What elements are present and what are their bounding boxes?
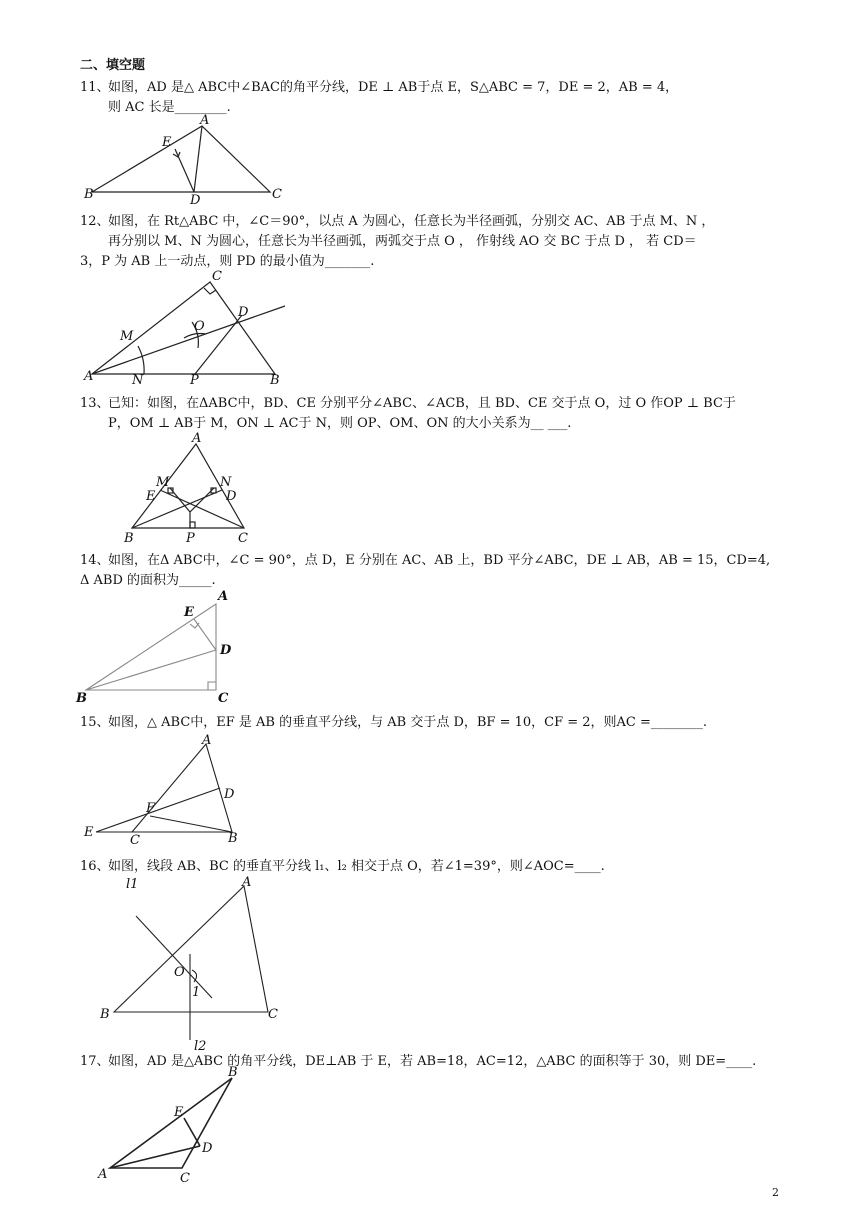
q13-label-d: D bbox=[226, 489, 237, 504]
q12-label-a: A bbox=[84, 369, 94, 384]
q16-label-b: B bbox=[100, 1007, 110, 1022]
q15-line-1: 如图，△ ABC中，EF 是 AB 的垂直平分线，与 AB 交于点 D，BF = 10，CF = 2，则AC =________. bbox=[108, 715, 708, 730]
q13-line-2: P，OM ⊥ AB于 M，ON ⊥ AC于 N，则 OP、OM、ON 的大小关系为__ ___. bbox=[108, 416, 572, 431]
q15-number: 15、 bbox=[80, 715, 110, 730]
page-number: 2 bbox=[772, 1186, 779, 1199]
q12-label-n: N bbox=[132, 373, 144, 388]
q16-figure bbox=[96, 874, 286, 1054]
q14-label-d: D bbox=[220, 643, 232, 658]
q11-label-d: D bbox=[190, 193, 201, 208]
q14-number: 14、 bbox=[80, 553, 110, 568]
q12-figure bbox=[80, 269, 290, 390]
q15-label-b: B bbox=[228, 831, 238, 846]
q11-label-c: C bbox=[272, 187, 282, 202]
q16-line-1: 如图，线段 AB、BC 的垂直平分线 l₁、l₂ 相交于点 O，若∠1=39°，则∠AOC=____. bbox=[108, 859, 605, 874]
q16-label-a: A bbox=[242, 875, 252, 890]
q16-label-l1: l1 bbox=[126, 877, 139, 892]
q12-label-d: D bbox=[238, 305, 249, 320]
q16-label-o: O bbox=[174, 965, 185, 980]
q13-label-e: E bbox=[146, 489, 156, 504]
q16-number: 16、 bbox=[80, 859, 110, 874]
q13-label-m: M bbox=[156, 475, 170, 490]
q11-line-1: 如图，AD 是△ ABC中∠BAC的角平分线，DE ⊥ AB于点 E，S△ABC = 7，DE = 2，AB = 4， bbox=[108, 80, 679, 95]
q13-figure bbox=[120, 432, 250, 550]
q12-label-c: C bbox=[212, 269, 222, 284]
q13-label-b: B bbox=[124, 531, 134, 546]
q14-line-1: 如图，在Δ ABC中，∠C = 90°，点 D，E 分别在 AC、AB 上，BD 平分∠ABC，DE ⊥ AB，AB = 15，CD=4, bbox=[108, 553, 771, 568]
q13-label-p: P bbox=[186, 531, 195, 546]
q16-label-angle-1: 1 bbox=[192, 985, 201, 1000]
q11-number: 11、 bbox=[80, 80, 110, 95]
q17-label-a: A bbox=[98, 1167, 108, 1182]
q15-label-e: E bbox=[84, 825, 94, 840]
q13-label-a: A bbox=[192, 431, 202, 446]
q14-label-a: A bbox=[218, 589, 229, 604]
q15-label-a: A bbox=[202, 733, 212, 748]
q12-label-b: B bbox=[270, 373, 280, 388]
q11-figure bbox=[80, 114, 300, 206]
q13-label-n: N bbox=[220, 475, 232, 490]
q12-label-m: M bbox=[120, 329, 134, 344]
q13-line-1: 已知：如图，在ΔABC中，BD、CE 分别平分∠ABC、∠ACB，且 BD、CE 交于点 O，过 O 作OP ⊥ BC于 bbox=[108, 396, 736, 411]
q17-label-e: E bbox=[174, 1105, 184, 1120]
q14-figure bbox=[76, 586, 246, 706]
q11-line-2: 则 AC 长是________. bbox=[108, 100, 231, 115]
q17-line-1: 如图，AD 是△ABC 的角平分线，DE⊥AB 于 E，若 AB=18，AC=12，△ABC 的面积等于 30，则 DE=____. bbox=[108, 1054, 757, 1069]
q17-figure bbox=[96, 1066, 246, 1184]
q12-line-2: 再分别以 M、N 为圆心，任意长为半径画弧，两弧交于点 O ， 作射线 AO 交 BC 于点 D ， 若 CD＝ bbox=[108, 234, 697, 249]
q12-label-p: P bbox=[190, 373, 199, 388]
q14-label-e: E bbox=[184, 605, 194, 620]
q11-label-e: E bbox=[162, 135, 172, 150]
q14-label-b: B bbox=[76, 691, 87, 706]
q14-line-2: Δ ABD 的面积为_____. bbox=[80, 573, 216, 588]
q15-label-d: D bbox=[224, 787, 235, 802]
section-title: 二、填空题 bbox=[80, 58, 146, 73]
q14-label-c: C bbox=[218, 691, 229, 706]
q11-label-b: B bbox=[84, 187, 94, 202]
q12-label-o: O bbox=[194, 319, 205, 334]
q15-figure bbox=[80, 733, 250, 848]
q13-number: 13、 bbox=[80, 396, 110, 411]
q17-label-d: D bbox=[202, 1141, 213, 1156]
q11-label-a: A bbox=[200, 113, 210, 128]
q12-line-1: 如图，在 Rt△ABC 中，∠C＝90°，以点 A 为圆心，任意长为半径画弧，分别交 AC、AB 于点 M、N ， bbox=[108, 214, 715, 229]
q12-line-3: 3，P 为 AB 上一动点，则 PD 的最小值为_______. bbox=[80, 254, 375, 269]
q17-label-b: B bbox=[228, 1065, 238, 1080]
q17-label-c: C bbox=[180, 1171, 190, 1186]
q15-label-f: F bbox=[146, 801, 156, 816]
q13-label-c: C bbox=[238, 531, 248, 546]
q16-label-c: C bbox=[268, 1007, 278, 1022]
q17-number: 17、 bbox=[80, 1054, 110, 1069]
q16-label-l2: l2 bbox=[194, 1039, 207, 1054]
q12-number: 12、 bbox=[80, 214, 110, 229]
q15-label-c: C bbox=[130, 833, 140, 848]
